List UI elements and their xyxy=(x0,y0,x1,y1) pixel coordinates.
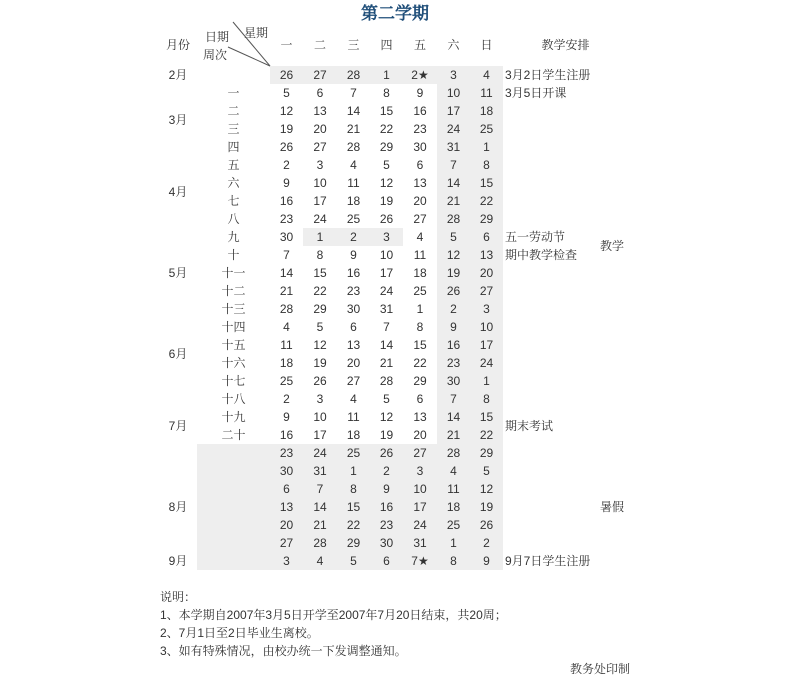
day-cell: 20 xyxy=(270,516,303,534)
day-cell: 14 xyxy=(303,498,337,516)
day-cell: 14 xyxy=(346,104,361,118)
day-cell: 14 xyxy=(379,338,394,352)
day-cell: 5 xyxy=(283,86,290,100)
phase-label-summer-vacation: 暑假 xyxy=(599,500,624,514)
day-cell: 8 xyxy=(337,480,370,498)
day-cell: 6 xyxy=(270,480,303,498)
day-cell: 19 xyxy=(437,264,470,282)
month-label: 2月 xyxy=(168,68,188,82)
note-line: 2、7月1日至2日毕业生离校。 xyxy=(160,626,319,640)
week-number xyxy=(197,552,270,570)
day-cell: 24 xyxy=(303,444,337,462)
day-cell: 21 xyxy=(279,284,294,298)
page-title: 第二学期 xyxy=(361,4,429,24)
day-cell: 24 xyxy=(313,212,327,226)
day-cell: 14 xyxy=(437,408,470,426)
day-cell: 18 xyxy=(437,498,470,516)
day-cell: 7 xyxy=(350,86,357,100)
month-label: 8月 xyxy=(168,500,188,514)
day-cell: 13 xyxy=(470,246,503,264)
month-label: 4月 xyxy=(168,185,188,199)
day-cell: 8 xyxy=(437,552,470,570)
week-number: 四 xyxy=(227,140,240,154)
week-number: 九 xyxy=(227,230,240,244)
day-cell: 16 xyxy=(370,498,403,516)
day-cell: 20 xyxy=(313,122,327,136)
day-cell: 30 xyxy=(437,372,470,390)
week-number xyxy=(197,66,270,84)
day-cell: 9 xyxy=(370,480,403,498)
day-cell: 15 xyxy=(413,338,427,352)
day-cell: 4 xyxy=(350,392,357,406)
day-cell: 22 xyxy=(470,192,503,210)
day-cell: 3 xyxy=(437,66,470,84)
day-cell: 15 xyxy=(379,104,394,118)
arrangement-note: 3月2日学生注册 xyxy=(505,68,591,82)
day-cell: 8 xyxy=(383,86,390,100)
day-cell: 6 xyxy=(370,552,403,570)
day-cell: 10 xyxy=(313,410,327,424)
day-cell: 24 xyxy=(379,284,394,298)
note-line: 1、本学期自2007年3月5日开学至2007年7月20日结束，共20周； xyxy=(160,608,507,622)
month-label: 3月 xyxy=(168,113,188,127)
day-cell: 9 xyxy=(416,86,424,100)
day-cell: 19 xyxy=(379,428,394,442)
weekday-header-mon: 一 xyxy=(280,38,293,52)
day-cell: 22 xyxy=(470,426,503,444)
notes-heading: 说明： xyxy=(160,590,197,604)
day-cell: 9 xyxy=(283,176,290,190)
day-cell: 11 xyxy=(470,84,503,102)
week-number: 十八 xyxy=(221,392,246,406)
day-cell: 17 xyxy=(437,102,470,120)
day-cell: 27 xyxy=(403,444,437,462)
month-column-header: 月份 xyxy=(165,38,190,52)
day-cell: 4 xyxy=(416,230,424,244)
day-cell: 1 xyxy=(470,138,503,156)
day-cell: 1 xyxy=(303,228,337,246)
day-cell: 28 xyxy=(337,66,370,84)
day-cell: 21 xyxy=(437,192,470,210)
day-cell: 27 xyxy=(303,66,337,84)
day-cell: 30 xyxy=(413,140,427,154)
day-cell: 6 xyxy=(470,228,503,246)
day-cell: 23 xyxy=(437,354,470,372)
arrangement-note: 期末考试 xyxy=(505,419,554,433)
day-cell: 13 xyxy=(313,104,327,118)
day-cell: 12 xyxy=(470,480,503,498)
day-cell: 16 xyxy=(413,104,427,118)
day-cell: 24 xyxy=(470,354,503,372)
day-cell: 3 xyxy=(270,552,303,570)
arrangement-column-header: 教学安排 xyxy=(541,38,590,52)
weekday-axis-label: 星期 xyxy=(244,26,269,40)
week-number: 一 xyxy=(227,86,240,100)
day-cell: 11 xyxy=(437,480,470,498)
day-cell: 15 xyxy=(337,498,370,516)
day-cell: 18 xyxy=(346,428,361,442)
day-cell: 29 xyxy=(313,302,327,316)
day-cell: 2 xyxy=(283,158,290,172)
day-cell: 18 xyxy=(279,356,294,370)
week-number: 十二 xyxy=(221,284,246,298)
day-cell: 31 xyxy=(403,534,437,552)
day-cell: 5 xyxy=(316,320,324,334)
weekday-header-thu: 四 xyxy=(380,38,393,52)
day-cell: 15 xyxy=(470,408,503,426)
day-cell: 25 xyxy=(279,374,294,388)
day-cell: 9 xyxy=(437,318,470,336)
day-cell: 22 xyxy=(413,356,427,370)
date-axis-label: 日期 xyxy=(205,30,230,44)
day-cell: 10 xyxy=(470,318,503,336)
day-cell: 6 xyxy=(316,86,324,100)
day-cell: 26 xyxy=(279,140,294,154)
day-cell: 29 xyxy=(337,534,370,552)
week-number xyxy=(197,480,270,498)
day-cell: 1 xyxy=(416,302,424,316)
day-cell: 30 xyxy=(270,462,303,480)
day-cell: 8 xyxy=(416,320,424,334)
month-label: 9月 xyxy=(168,554,188,568)
day-cell: 10 xyxy=(437,84,470,102)
week-number: 十 xyxy=(227,248,240,262)
day-cell: 5 xyxy=(383,158,390,172)
day-cell: 13 xyxy=(346,338,361,352)
day-cell: 5 xyxy=(437,228,470,246)
month-label: 5月 xyxy=(168,266,188,280)
week-number: 十六 xyxy=(221,356,246,370)
day-cell: 31 xyxy=(437,138,470,156)
day-cell: 11 xyxy=(413,248,427,262)
day-cell: 9 xyxy=(350,248,357,262)
week-number: 十一 xyxy=(221,266,246,280)
week-number: 十七 xyxy=(221,374,246,388)
day-cell: 2 xyxy=(337,228,370,246)
week-number: 十四 xyxy=(221,320,246,334)
day-cell: 7 xyxy=(303,480,337,498)
day-cell: 17 xyxy=(470,336,503,354)
day-cell: 23 xyxy=(346,284,361,298)
day-cell: 16 xyxy=(437,336,470,354)
day-cell: 5 xyxy=(383,392,390,406)
day-cell: 26 xyxy=(270,66,303,84)
day-cell: 8 xyxy=(470,156,503,174)
day-cell: 9 xyxy=(470,552,503,570)
day-cell: 21 xyxy=(379,356,394,370)
week-number xyxy=(197,462,270,480)
week-number: 二 xyxy=(227,104,240,118)
day-cell: 24 xyxy=(403,516,437,534)
month-label: 6月 xyxy=(168,347,188,361)
day-cell: 26 xyxy=(437,282,470,300)
diagonal-line-lower xyxy=(228,47,270,66)
day-cell: 19 xyxy=(470,498,503,516)
day-cell: 27 xyxy=(346,374,361,388)
day-cell: 17 xyxy=(313,428,327,442)
day-cell: 31 xyxy=(303,462,337,480)
day-cell: 28 xyxy=(279,302,294,316)
day-cell: 18 xyxy=(413,266,427,280)
day-cell: 7★ xyxy=(403,552,437,570)
day-cell: 23 xyxy=(370,516,403,534)
day-cell: 20 xyxy=(413,428,427,442)
day-cell: 22 xyxy=(337,516,370,534)
day-cell: 28 xyxy=(303,534,337,552)
day-cell: 15 xyxy=(313,266,327,280)
week-number: 六 xyxy=(227,176,240,190)
day-cell: 6 xyxy=(350,320,357,334)
day-cell: 25 xyxy=(346,212,361,226)
day-cell: 13 xyxy=(270,498,303,516)
day-cell: 10 xyxy=(313,176,327,190)
week-number: 三 xyxy=(227,122,240,136)
day-cell: 14 xyxy=(279,266,294,280)
week-number xyxy=(197,498,270,516)
day-cell: 30 xyxy=(346,302,361,316)
day-cell: 27 xyxy=(470,282,503,300)
week-number xyxy=(197,534,270,552)
weekday-header-sun: 日 xyxy=(480,38,493,52)
day-cell: 29 xyxy=(413,374,427,388)
day-cell: 11 xyxy=(347,410,360,424)
arrangement-note: 3月5日开课 xyxy=(505,86,567,100)
day-cell: 2★ xyxy=(403,66,437,84)
day-cell: 25 xyxy=(437,516,470,534)
day-cell: 4 xyxy=(303,552,337,570)
day-cell: 10 xyxy=(379,248,394,262)
week-axis-label: 周次 xyxy=(203,48,228,62)
day-cell: 26 xyxy=(313,374,327,388)
day-cell: 8 xyxy=(316,248,324,262)
issuer-signature: 教务处印制 xyxy=(569,662,630,676)
day-cell: 1 xyxy=(337,462,370,480)
day-cell: 16 xyxy=(346,266,361,280)
day-cell: 3 xyxy=(316,158,324,172)
day-cell: 26 xyxy=(379,212,394,226)
day-cell: 18 xyxy=(470,102,503,120)
day-cell: 20 xyxy=(470,264,503,282)
weekday-header-fri: 五 xyxy=(413,38,426,52)
note-line: 3、如有特殊情况，由校办统一下发调整通知。 xyxy=(160,644,407,658)
day-cell: 5 xyxy=(337,552,370,570)
week-number xyxy=(197,444,270,462)
day-cell: 3 xyxy=(370,228,403,246)
day-cell: 19 xyxy=(313,356,327,370)
day-cell: 21 xyxy=(346,122,361,136)
day-cell: 12 xyxy=(379,176,394,190)
week-number: 五 xyxy=(227,158,240,172)
day-cell: 4 xyxy=(437,462,470,480)
day-cell: 17 xyxy=(313,194,327,208)
weekday-header-wed: 三 xyxy=(347,38,360,52)
week-number: 十三 xyxy=(221,302,246,316)
phase-label-teaching: 教学 xyxy=(599,239,624,253)
day-cell: 13 xyxy=(413,176,427,190)
day-cell: 26 xyxy=(470,516,503,534)
day-cell: 3 xyxy=(403,462,437,480)
day-cell: 27 xyxy=(313,140,327,154)
day-cell: 29 xyxy=(379,140,394,154)
day-cell: 6 xyxy=(416,158,424,172)
weekday-header-sat: 六 xyxy=(447,38,460,52)
day-cell: 1 xyxy=(470,372,503,390)
day-cell: 28 xyxy=(346,140,361,154)
day-cell: 4 xyxy=(470,66,503,84)
arrangement-note: 期中教学检查 xyxy=(505,248,578,262)
day-cell: 22 xyxy=(313,284,327,298)
arrangement-note: 五一劳动节 xyxy=(505,230,566,244)
day-cell: 10 xyxy=(403,480,437,498)
day-cell: 29 xyxy=(470,210,503,228)
day-cell: 25 xyxy=(337,444,370,462)
day-cell: 2 xyxy=(437,300,470,318)
month-label: 7月 xyxy=(168,419,188,433)
day-cell: 4 xyxy=(350,158,357,172)
day-cell: 29 xyxy=(470,444,503,462)
day-cell: 28 xyxy=(437,210,470,228)
day-cell: 23 xyxy=(279,212,294,226)
day-cell: 2 xyxy=(370,462,403,480)
day-cell: 27 xyxy=(270,534,303,552)
weekday-header-tue: 二 xyxy=(313,38,326,52)
day-cell: 8 xyxy=(470,390,503,408)
day-cell: 7 xyxy=(437,156,470,174)
day-cell: 12 xyxy=(313,338,327,352)
day-cell: 21 xyxy=(303,516,337,534)
day-cell: 5 xyxy=(470,462,503,480)
day-cell: 11 xyxy=(280,338,293,352)
day-cell: 22 xyxy=(379,122,394,136)
day-cell: 18 xyxy=(346,194,361,208)
day-cell: 30 xyxy=(370,534,403,552)
day-cell: 23 xyxy=(270,444,303,462)
day-cell: 14 xyxy=(437,174,470,192)
day-cell: 19 xyxy=(279,122,294,136)
week-number xyxy=(197,516,270,534)
day-cell: 7 xyxy=(283,248,290,262)
day-cell: 25 xyxy=(413,284,427,298)
day-cell: 6 xyxy=(416,392,424,406)
day-cell: 3 xyxy=(316,392,324,406)
day-cell: 2 xyxy=(283,392,290,406)
day-cell: 31 xyxy=(379,302,394,316)
day-cell: 26 xyxy=(370,444,403,462)
week-number: 十九 xyxy=(221,410,246,424)
day-cell: 28 xyxy=(437,444,470,462)
day-cell: 17 xyxy=(403,498,437,516)
day-cell: 13 xyxy=(413,410,427,424)
week-number: 十五 xyxy=(221,338,246,352)
day-cell: 20 xyxy=(346,356,361,370)
day-cell: 3 xyxy=(470,300,503,318)
arrangement-note: 9月7日学生注册 xyxy=(505,554,591,568)
day-cell: 21 xyxy=(437,426,470,444)
day-cell: 1 xyxy=(437,534,470,552)
day-cell: 7 xyxy=(437,390,470,408)
day-cell: 16 xyxy=(279,194,294,208)
day-cell: 30 xyxy=(279,230,294,244)
week-number: 二十 xyxy=(221,428,246,442)
day-cell: 17 xyxy=(379,266,394,280)
week-number: 七 xyxy=(227,194,240,208)
day-cell: 4 xyxy=(283,320,290,334)
day-cell: 16 xyxy=(279,428,294,442)
day-cell: 27 xyxy=(413,212,427,226)
day-cell: 28 xyxy=(379,374,394,388)
day-cell: 12 xyxy=(437,246,470,264)
day-cell: 23 xyxy=(413,122,427,136)
day-cell: 20 xyxy=(413,194,427,208)
day-cell: 2 xyxy=(470,534,503,552)
week-number: 八 xyxy=(227,212,240,226)
day-cell: 24 xyxy=(437,120,470,138)
day-cell: 15 xyxy=(470,174,503,192)
day-cell: 12 xyxy=(379,410,394,424)
day-cell: 19 xyxy=(379,194,394,208)
day-cell: 11 xyxy=(347,176,360,190)
day-cell: 9 xyxy=(283,410,290,424)
day-cell: 7 xyxy=(383,320,390,334)
day-cell: 1 xyxy=(370,66,403,84)
day-cell: 12 xyxy=(279,104,294,118)
day-cell: 25 xyxy=(470,120,503,138)
